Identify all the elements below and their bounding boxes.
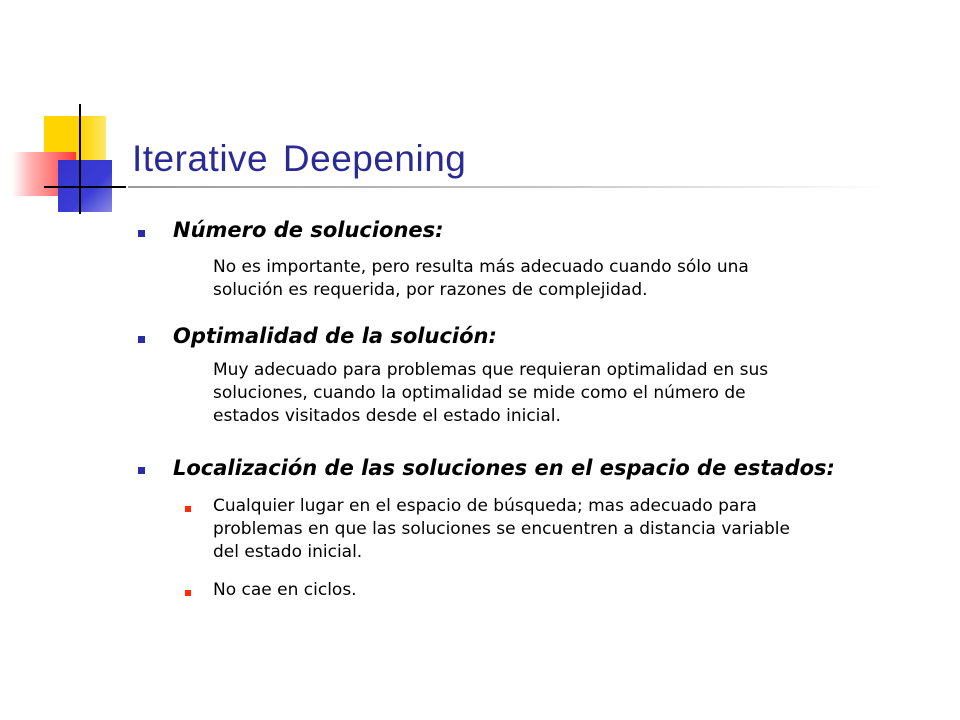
sub-item-line: No cae en ciclos.	[213, 580, 357, 600]
section-heading: Número de soluciones:	[173, 218, 444, 242]
sub-bullet-icon	[185, 590, 191, 596]
body-line: No es importante, pero resulta más adecuado cuando sólo una	[213, 257, 749, 277]
sub-item	[213, 579, 933, 602]
slide-title: Iterative Deepening	[132, 138, 467, 179]
section-heading: Localización de las soluciones en el espacio de estados:	[173, 456, 835, 480]
body-line: soluciones, cuando la optimalidad se mide como el número de	[213, 383, 746, 403]
sub-item-line: problemas en que las soluciones se encuentren a distancia variable	[213, 519, 790, 539]
sub-item-line: Cualquier lugar en el espacio de búsqueda; mas adecuado para	[213, 496, 757, 516]
body-line: Muy adecuado para problemas que requieran optimalidad en sus	[213, 360, 769, 380]
section-body	[213, 256, 933, 302]
section-bullet-icon	[138, 230, 145, 237]
body-line: estados visitados desde el estado inicial.	[213, 406, 561, 426]
section-bullet-icon	[138, 467, 145, 474]
section-heading: Optimalidad de la solución:	[173, 324, 497, 348]
sub-bullet-icon	[185, 506, 191, 512]
body-line: solución es requerida, por razones de complejidad.	[213, 280, 648, 300]
section-bullet-icon	[138, 336, 145, 343]
sub-item-line: del estado inicial.	[213, 542, 363, 562]
section-body	[213, 359, 933, 428]
sub-item	[213, 495, 933, 564]
